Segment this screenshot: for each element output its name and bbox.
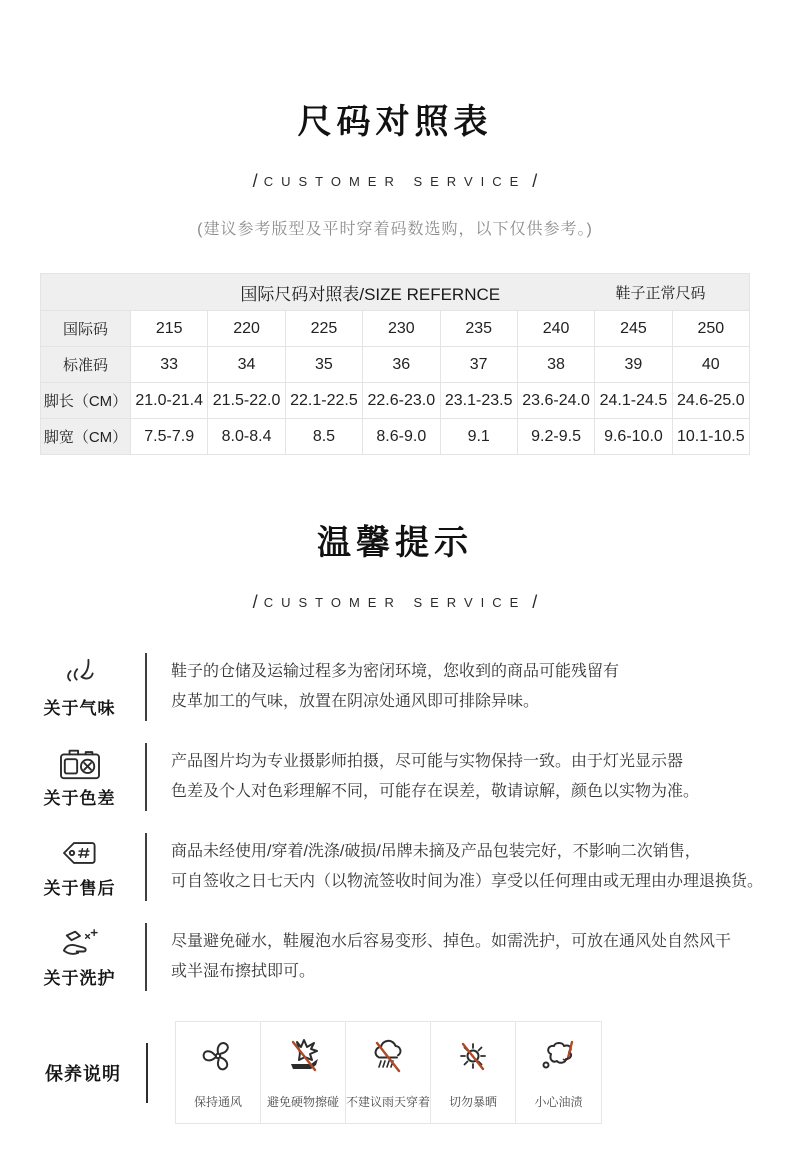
no-sun-icon: [453, 1036, 493, 1081]
tip-body: [147, 653, 619, 721]
row-label: 脚长（CM）: [41, 383, 131, 419]
tip-text-line: 产品图片均为专业摄影师拍摄，尽可能与实物保持一致。由于灯光显示器: [171, 753, 684, 770]
table-cell: 22.6-23.0: [363, 383, 440, 419]
care-item-oil-stain: [516, 1022, 601, 1123]
table-cell: 9.6-10.0: [595, 419, 672, 455]
size-chart-title: 尺码对照表: [297, 103, 493, 141]
tip-side-aftersale: [0, 833, 147, 901]
tip-label: 关于气味: [43, 698, 116, 718]
table-header-row: [41, 274, 750, 311]
table-cell: 21.0-21.4: [131, 383, 208, 419]
tip-row-color: [0, 743, 790, 811]
table-cell: 24.6-25.0: [672, 383, 749, 419]
table-cell: 7.5-7.9: [131, 419, 208, 455]
tip-label: 关于售后: [43, 878, 116, 898]
customer-service-tagline: [0, 171, 790, 192]
hand-wash-icon: [58, 926, 102, 960]
table-cell: 37: [440, 347, 517, 383]
table-cell: 39: [595, 347, 672, 383]
slash-left: /: [252, 592, 258, 612]
slash-left: /: [252, 171, 258, 191]
size-advice-note: (建议参考版型及平时穿着码数选购，以下仅供参考。): [197, 221, 593, 238]
care-instructions: [0, 1021, 790, 1124]
no-rain-icon: [368, 1036, 408, 1081]
care-item-label: 避免硬物擦碰: [266, 1094, 339, 1109]
tip-side-color: [0, 743, 147, 811]
table-cell: 8.6-9.0: [363, 419, 440, 455]
table-cell: 33: [131, 347, 208, 383]
table-cell: 40: [672, 347, 749, 383]
tip-text-line: 色差及个人对色彩理解不同，可能存在误差，敬请谅解，颜色以实物为准。: [171, 783, 700, 800]
size-chart-table: [40, 273, 750, 455]
tip-label: 关于洗护: [43, 968, 116, 988]
tagline-text: CUSTOMER SERVICE: [263, 174, 527, 189]
row-label: 国际码: [41, 311, 131, 347]
table-cell: 22.1-22.5: [285, 383, 362, 419]
tip-row-smell: [0, 653, 790, 721]
table-cell: 23.6-24.0: [517, 383, 594, 419]
table-cell: 23.1-23.5: [440, 383, 517, 419]
tip-side-smell: [0, 653, 147, 721]
care-section-label: 保养说明: [45, 1063, 121, 1084]
table-cell: 9.2-9.5: [517, 419, 594, 455]
tip-row-aftersale: [0, 833, 790, 901]
table-cell: 245: [595, 311, 672, 347]
oil-stain-icon: [537, 1036, 581, 1081]
tips-list: [0, 653, 790, 991]
tip-body: [147, 923, 731, 991]
table-cell: 215: [131, 311, 208, 347]
table-cell: 230: [363, 311, 440, 347]
care-item-no-hard-objects: [261, 1022, 346, 1123]
row-label: 标准码: [41, 347, 131, 383]
camera-icon: [56, 746, 104, 780]
care-item-label: 保持通风: [193, 1094, 242, 1109]
table-cell: 225: [285, 311, 362, 347]
table-cell: 9.1: [440, 419, 517, 455]
table-cell: 34: [208, 347, 285, 383]
table-cell: 8.0-8.4: [208, 419, 285, 455]
tip-text-line: 或半湿布擦拭即可。: [171, 963, 316, 980]
table-header-cell: [41, 274, 750, 311]
tip-body: [147, 743, 699, 811]
tip-label: 关于色差: [43, 788, 116, 808]
fan-icon: [198, 1036, 238, 1081]
customer-service-tagline: [0, 592, 790, 613]
no-hard-object-icon: [283, 1036, 323, 1081]
table-cell: 38: [517, 347, 594, 383]
slash-right: /: [532, 592, 538, 612]
table-cell: 235: [440, 311, 517, 347]
table-row: [41, 311, 750, 347]
tip-body: [147, 833, 763, 901]
warm-tips-title: 温馨提示: [317, 524, 473, 562]
table-row: [41, 347, 750, 383]
table-cell: 24.1-24.5: [595, 383, 672, 419]
tip-row-washcare: [0, 923, 790, 991]
vertical-divider: [146, 1043, 148, 1103]
header-sub-label: 鞋子正常尺码: [615, 284, 706, 302]
table-cell: 21.5-22.0: [208, 383, 285, 419]
smell-icon: [58, 656, 102, 690]
table-row: [41, 419, 750, 455]
table-row: [41, 383, 750, 419]
tagline-text: CUSTOMER SERVICE: [263, 595, 527, 610]
care-item-no-rain: [346, 1022, 431, 1123]
care-item-label: 不建议雨天穿着: [346, 1094, 431, 1109]
table-cell: 240: [517, 311, 594, 347]
care-grid: [175, 1021, 602, 1124]
tip-text-line: 可自签收之日七天内（以物流签收时间为准）享受以任何理由或无理由办理退换货。: [171, 873, 764, 890]
care-item-label: 小心油渍: [534, 1094, 583, 1109]
tip-side-washcare: [0, 923, 147, 991]
tag-icon: [58, 836, 102, 870]
care-item-no-sun: [431, 1022, 516, 1123]
care-item-ventilation: [176, 1022, 261, 1123]
table-cell: 250: [672, 311, 749, 347]
header-main-label: 国际尺码对照表/SIZE REFERNCE: [240, 284, 501, 304]
table-cell: 220: [208, 311, 285, 347]
table-cell: 36: [363, 347, 440, 383]
table-cell: 8.5: [285, 419, 362, 455]
table-cell: 35: [285, 347, 362, 383]
table-cell: 10.1-10.5: [672, 419, 749, 455]
slash-right: /: [532, 171, 538, 191]
tip-text-line: 鞋子的仓储及运输过程多为密闭环境，您收到的商品可能残留有: [171, 663, 620, 680]
tip-text-line: 尽量避免碰水，鞋履泡水后容易变形、掉色。如需洗护，可放在通风处自然风干: [171, 933, 732, 950]
tip-text-line: 皮革加工的气味，放置在阴凉处通风即可排除异味。: [171, 693, 540, 710]
row-label: 脚宽（CM）: [41, 419, 131, 455]
tip-text-line: 商品未经使用/穿着/洗涤/破损/吊牌未摘及产品包装完好，不影响二次销售，: [171, 843, 701, 860]
care-item-label: 切勿暴晒: [448, 1094, 497, 1109]
